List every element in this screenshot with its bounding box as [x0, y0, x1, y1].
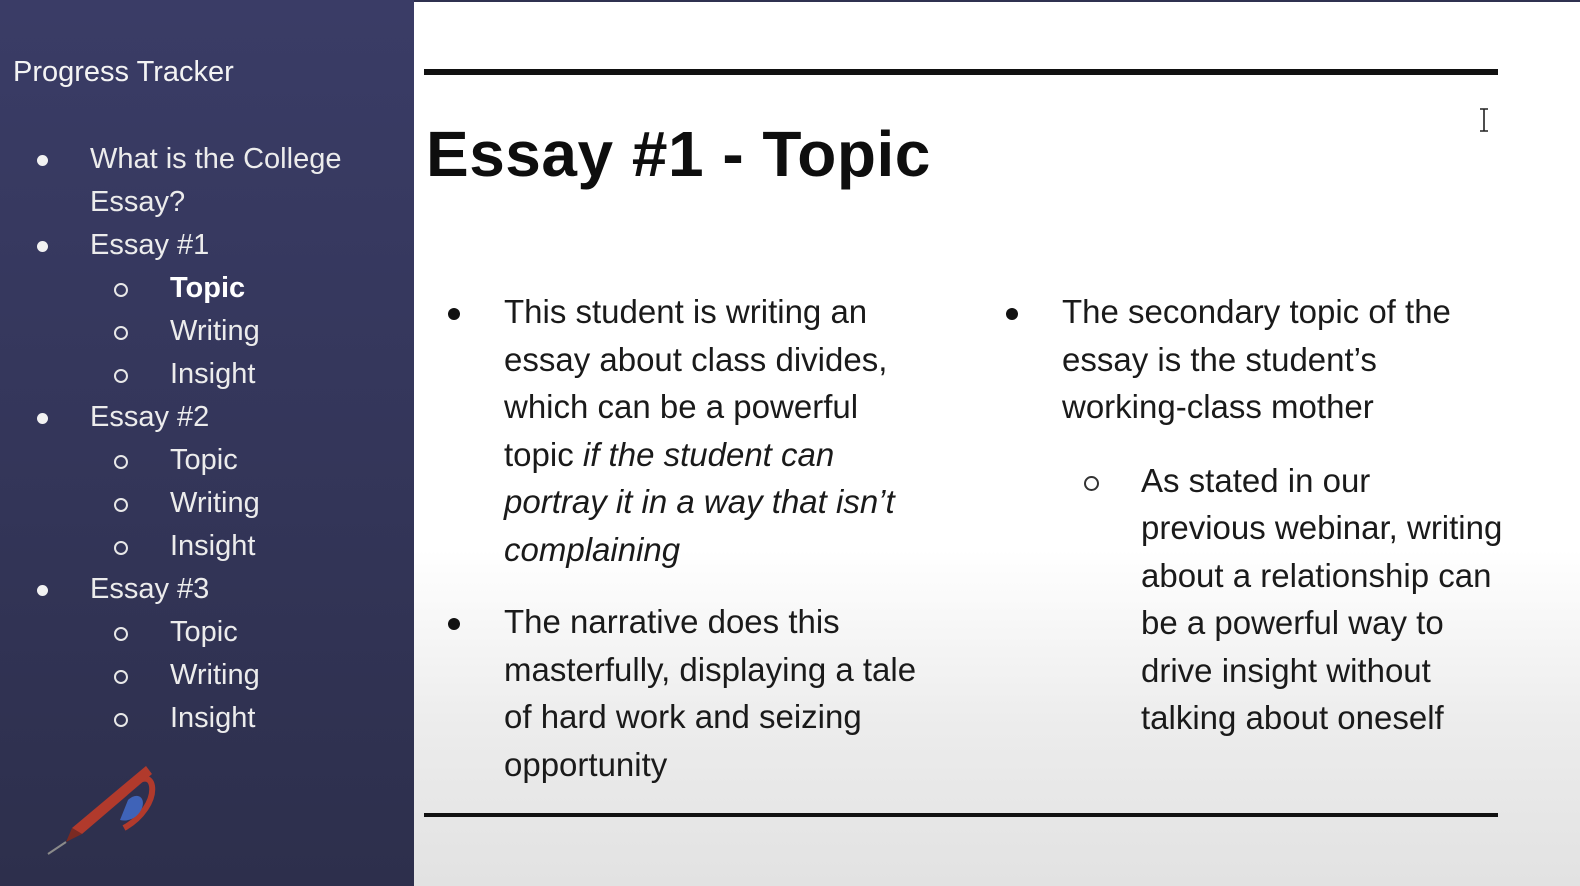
sidebar-title: Progress Tracker [13, 56, 234, 88]
sidebar-item-essay-3-writing[interactable]: Writing [0, 654, 414, 697]
slide [414, 2, 1580, 886]
sidebar-item-essay-2[interactable]: Essay #2 [0, 396, 360, 439]
sidebar-item-essay-1[interactable]: Essay #1 [0, 224, 360, 267]
left-bullet-class-divides [446, 288, 926, 573]
right-bullet-secondary-topic: The secondary topic of the essay is the student’s working-class mother [1004, 288, 1504, 431]
left-bullet-narrative: The narrative does this masterfully, displaying a tale of hard work and seizing opportunity [446, 598, 926, 788]
top-divider [424, 69, 1498, 75]
sidebar-item-essay-3-topic[interactable]: Topic [0, 611, 414, 654]
progress-nav [0, 138, 414, 740]
left-bullet-1-text: This student is writing an essay about class divides, which can be a powerful topic [504, 293, 888, 473]
sidebar-item-essay-3-insight[interactable]: Insight [0, 697, 414, 740]
progress-tracker-sidebar [0, 0, 414, 886]
left-bullet-1-italic: if the student can portray it in a way that isn’t complaining [504, 435, 895, 568]
slide-title: Essay #1 - Topic [426, 118, 931, 190]
sidebar-item-essay-3[interactable]: Essay #3 [0, 568, 360, 611]
text-cursor-icon [1478, 108, 1490, 132]
sidebar-item-essay-2-writing[interactable]: Writing [0, 482, 414, 525]
left-column [446, 288, 926, 788]
sidebar-item-essay-1-writing[interactable]: Writing [0, 310, 414, 353]
sidebar-item-essay-1-insight[interactable]: Insight [0, 353, 414, 396]
sidebar-item-college-essay[interactable]: What is the College Essay? [0, 138, 360, 224]
pen-logo-icon [42, 756, 160, 856]
right-column [1004, 288, 1504, 742]
sidebar-item-essay-1-topic[interactable]: Topic [0, 267, 414, 310]
right-sub-bullet-webinar: As stated in our previous webinar, writing about a relationship can be a powerful way to drive insight without talking about oneself [1004, 457, 1504, 742]
sidebar-item-essay-2-topic[interactable]: Topic [0, 439, 414, 482]
bottom-divider [424, 813, 1498, 817]
sidebar-item-essay-2-insight[interactable]: Insight [0, 525, 414, 568]
